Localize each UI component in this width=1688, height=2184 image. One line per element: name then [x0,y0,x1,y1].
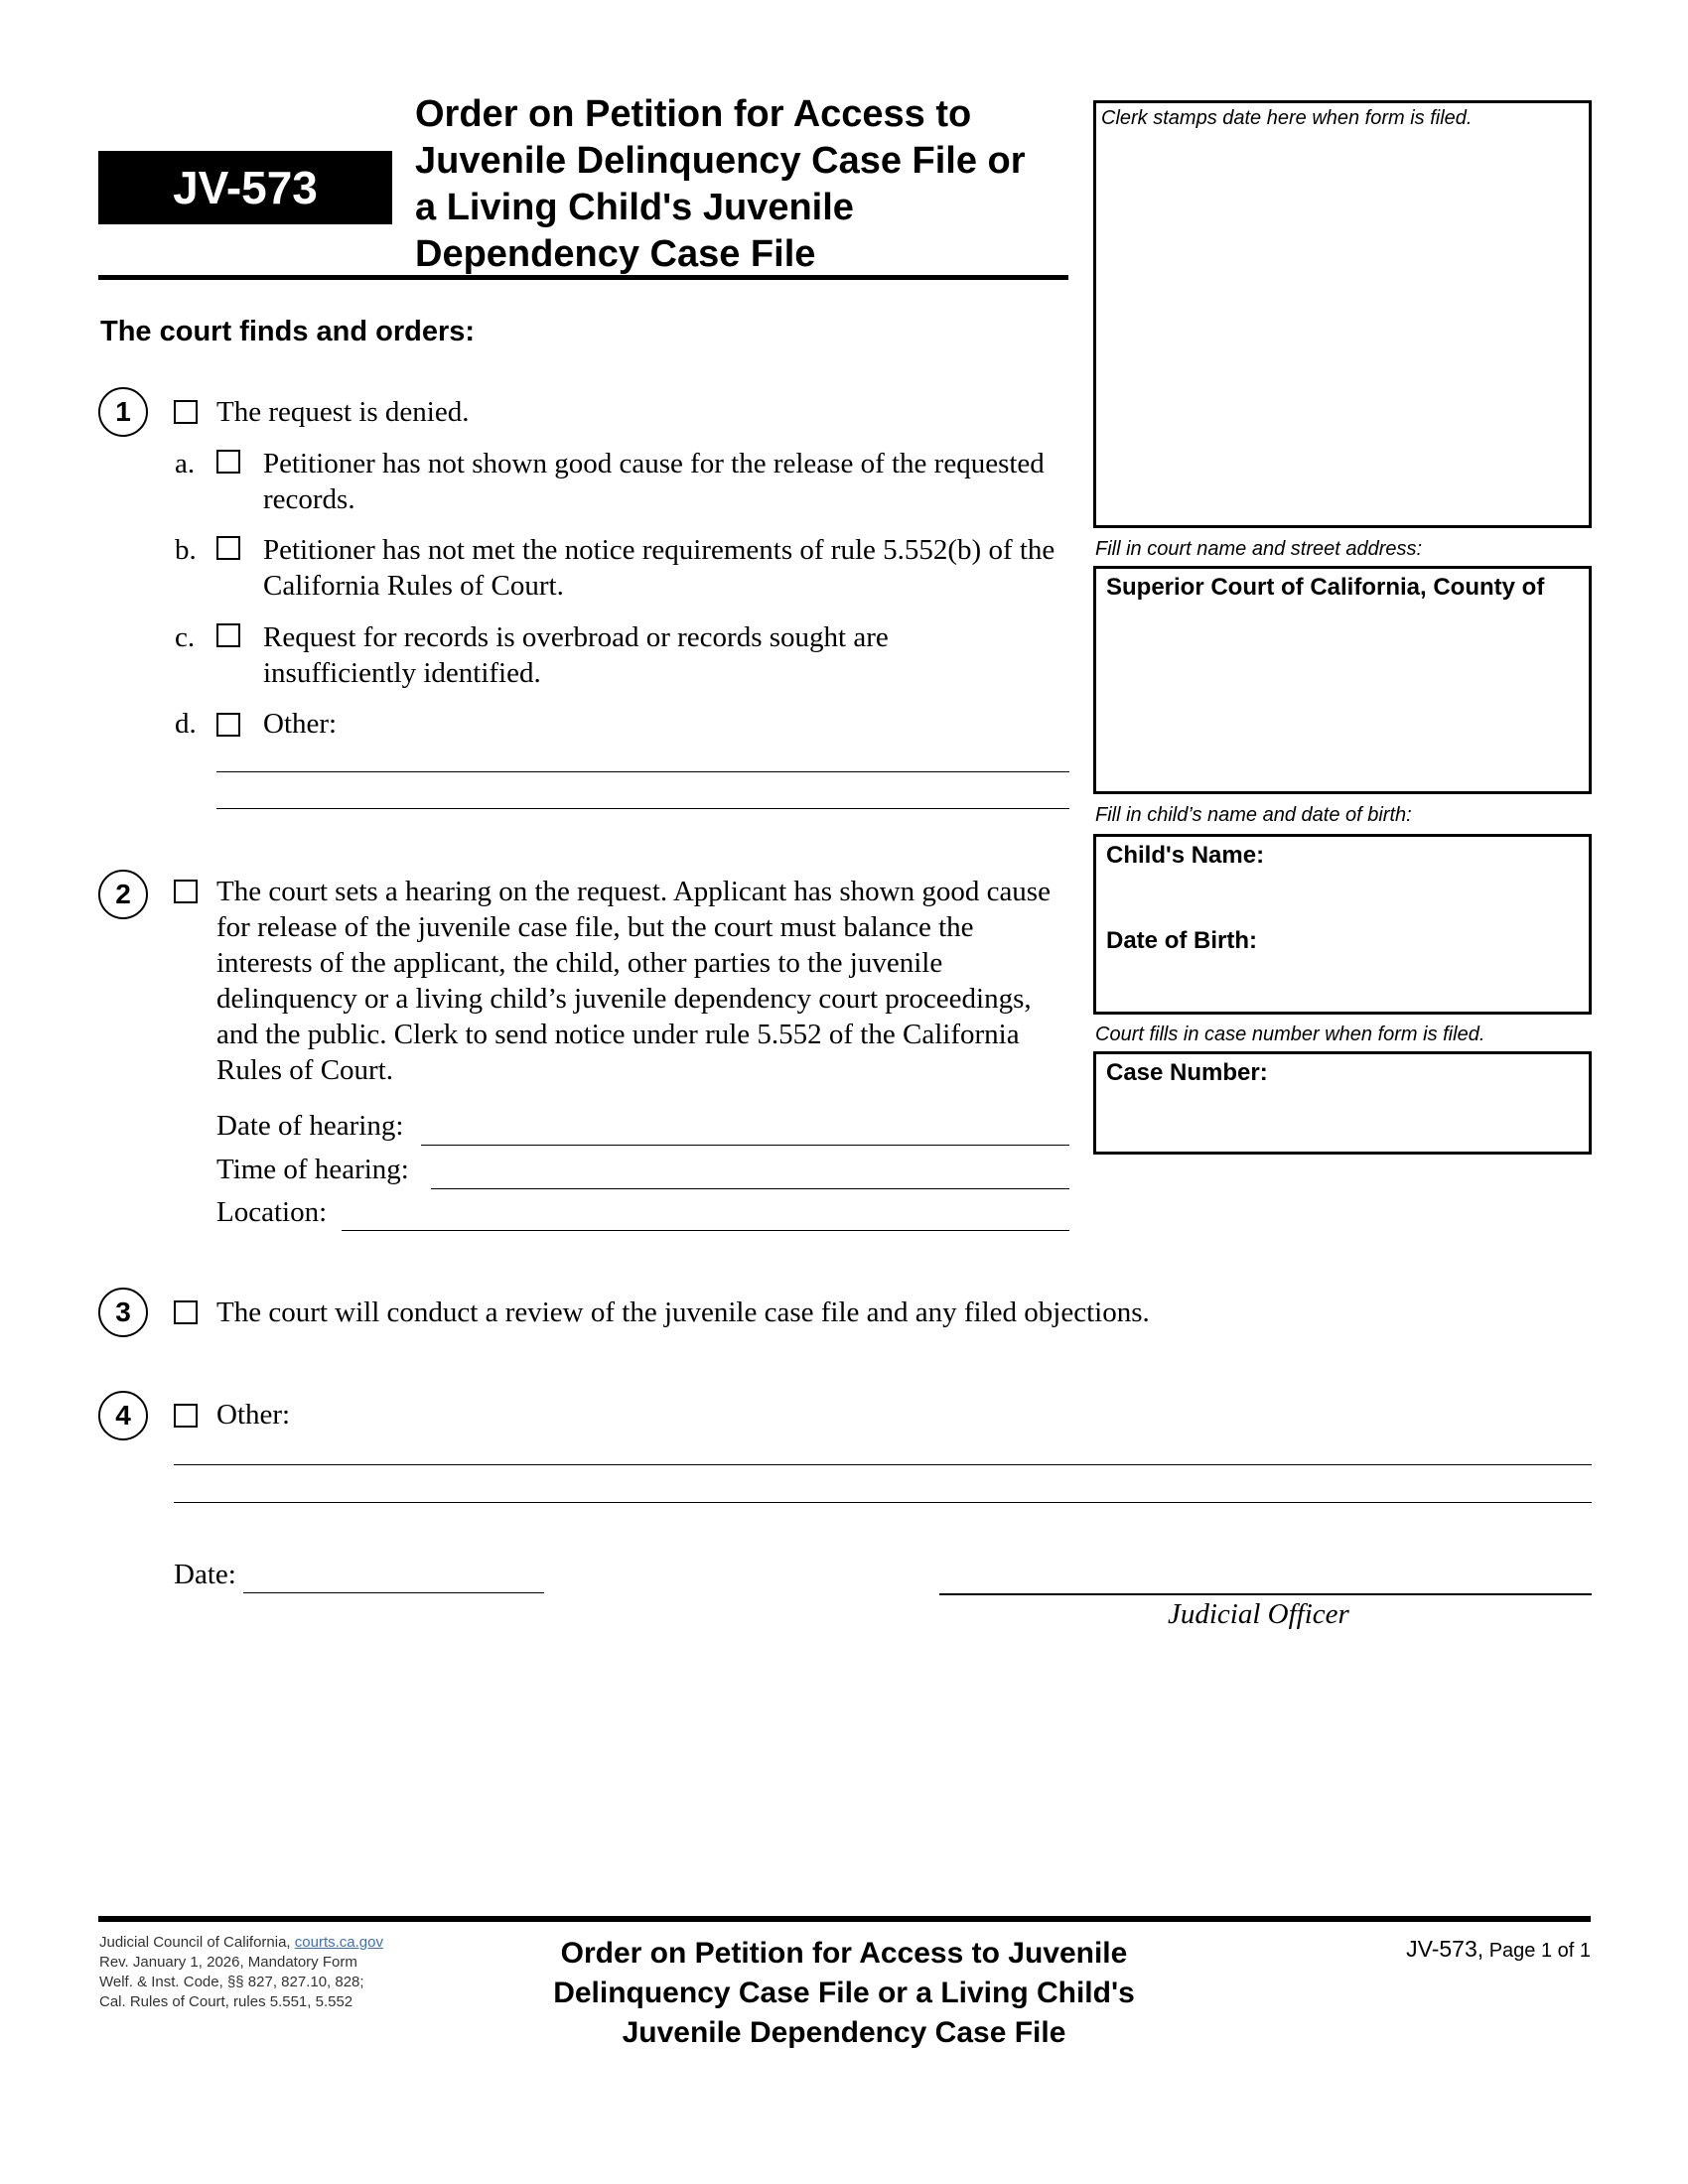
item-1-number: 1 [98,387,148,437]
item-3-checkbox[interactable] [174,1300,198,1324]
item-2-checkbox[interactable] [174,880,198,903]
hearing-location-label: Location: [216,1196,328,1228]
footer-divider [98,1916,1591,1922]
item-4-text: Other: [216,1399,291,1431]
footer-citation [99,1933,457,2012]
footer-council: Judicial Council of California, [99,1934,291,1951]
item-1-text: The request is denied. [216,396,470,428]
court-address-box[interactable] [1093,566,1592,794]
item-3-number: 3 [98,1288,148,1337]
signature-date-label: Date: [174,1559,236,1590]
item-1d-input-line-1[interactable] [216,771,1069,772]
item-1d-input-line-2[interactable] [216,808,1069,809]
item-3-text: The court will conduct a review of the juvenile case file and any filed objections. [216,1297,1150,1328]
item-1d-text: Other: [263,708,338,740]
item-2-text: The court sets a hearing on the request. Applicant has shown good cause for release of the juvenile case file, but the court must balance the interests of the applicant, the child, other parties to the juvenile delinquency or a living child’s juvenile dependency court proceedings, and the public. Clerk to send notice under rule 5.552 of the California Rules of Court. [216,876,1051,1086]
hearing-date-input[interactable] [421,1145,1069,1146]
item-1b-checkbox[interactable] [216,536,240,560]
item-1d-letter: d. [175,708,197,740]
item-4-number: 4 [98,1391,148,1440]
item-1c-letter: c. [175,621,196,653]
signature-date-input[interactable] [243,1592,544,1593]
judicial-officer-signature-line[interactable] [939,1593,1592,1595]
dob-label: Date of Birth: [1106,927,1257,954]
footer-page-info [1321,1936,1591,1963]
case-number-label: Case Number: [1106,1059,1268,1086]
item-1b-letter: b. [175,534,197,566]
item-1c-text: Request for records is overbroad or records sought are insufficiently identified. [263,621,889,689]
item-1a-text: Petitioner has not shown good cause for the release of the requested records. [263,448,1045,515]
item-2-number: 2 [98,870,148,919]
court-label: Superior Court of California, County of [1106,574,1545,601]
hearing-location-input[interactable] [342,1230,1069,1231]
header-divider [98,275,1068,280]
item-1-checkbox[interactable] [174,400,198,424]
clerk-stamp-caption: Clerk stamps date here when form is filed. [1101,107,1473,129]
court-caption: Fill in court name and street address: [1095,538,1423,560]
child-info-box[interactable] [1093,834,1592,1015]
item-1a-checkbox[interactable] [216,450,240,474]
item-1b-text: Petitioner has not met the notice requirements of rule 5.552(b) of the California Rules of Court. [263,534,1055,602]
footer-code: Welf. & Inst. Code, §§ 827, 827.10, 828; [99,1974,364,1990]
footer-revision: Rev. January 1, 2026, Mandatory Form [99,1954,357,1971]
findings-heading: The court finds and orders: [100,316,476,347]
footer-title: Order on Petition for Access to Juvenile Delinquency Case File or a Living Child's Juvenile Dependency Case File [553,1937,1135,2049]
item-1d-checkbox[interactable] [216,713,240,737]
child-name-label: Child's Name: [1106,842,1265,869]
form-number-badge: JV-573 [98,151,392,224]
item-4-checkbox[interactable] [174,1404,198,1428]
hearing-date-label: Date of hearing: [216,1110,404,1142]
footer-form-number: JV-573, [1406,1936,1484,1962]
courts-link[interactable]: courts.ca.gov [294,1934,383,1951]
clerk-stamp-box[interactable] [1093,100,1592,528]
item-1c-checkbox[interactable] [216,623,240,647]
case-number-box[interactable] [1093,1051,1592,1155]
hearing-time-input[interactable] [431,1188,1069,1189]
item-4-input-line-1[interactable] [174,1464,1592,1465]
case-caption: Court fills in case number when form is filed. [1095,1024,1485,1045]
footer-page-number: Page 1 of 1 [1488,1940,1591,1962]
item-4-input-line-2[interactable] [174,1502,1592,1503]
hearing-time-label: Time of hearing: [216,1154,409,1185]
item-1a-letter: a. [175,448,196,479]
judicial-officer-label: Judicial Officer [1168,1598,1349,1630]
form-title: Order on Petition for Access to Juvenile Delinquency Case File or a Living Child's Juvenile Dependency Case File [415,93,1026,275]
child-caption: Fill in child’s name and date of birth: [1095,804,1412,826]
footer-rules: Cal. Rules of Court, rules 5.551, 5.552 [99,1993,353,2010]
